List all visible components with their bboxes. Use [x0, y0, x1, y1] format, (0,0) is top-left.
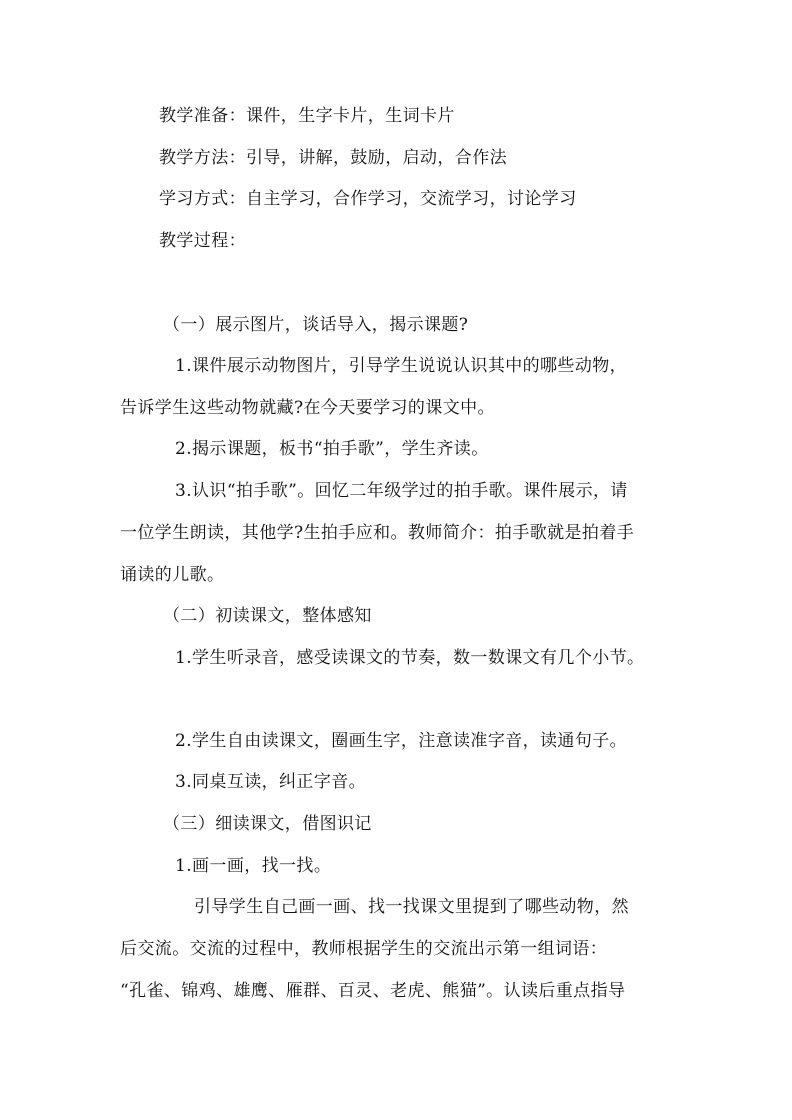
- text-line-step-2-2: 2.学生自由读课文，圈画生字，注意读准字音，读通句子。: [175, 731, 628, 751]
- text-line-process-heading: 教学过程：: [159, 231, 246, 251]
- section-heading-3: （三）细读课文，借图识记: [163, 814, 372, 834]
- text-line-prep: 教学准备：课件，生字卡片，生词卡片: [159, 106, 455, 126]
- text-line-step-2-1: 1.学生听录音，感受读课文的节奏，数一数课文有几个小节。: [175, 648, 645, 668]
- text-line-step-1-3c: 诵读的儿歌。: [120, 565, 225, 585]
- text-line-step-2-3: 3.同桌互读，纠正字音。: [175, 772, 367, 792]
- text-line-step-3-1c: “孔雀、锦鸡、雄鹰、雁群、百灵、老虎、熊猫”。认读后重点指导: [120, 981, 626, 1001]
- text-line-step-1-1b: 告诉学生这些动物就藏?在今天要学习的课文中。: [120, 398, 495, 418]
- section-heading-1: （一）展示图片，谈话导入，揭示课题?: [163, 315, 469, 335]
- text-line-step-3-1a: 引导学生自己画一画、找一找课文里提到了哪些动物，然: [194, 897, 629, 917]
- text-line-step-1-3a: 3.认识“拍手歌”。回忆二年级学过的拍手歌。课件展示，请: [175, 481, 628, 501]
- text-line-step-3-1: 1.画一画，找一找。: [175, 856, 332, 876]
- text-line-step-1-3b: 一位学生朗读，其他学?生拍手应和。教师简介：拍手歌就是拍着手: [120, 523, 635, 543]
- text-line-method: 教学方法：引导，讲解，鼓励，启动，合作法: [159, 148, 507, 168]
- section-heading-2: （二）初读课文，整体感知: [163, 606, 372, 626]
- text-line-step-1-2: 2.揭示课题，板书“拍手歌”，学生齐读。: [175, 439, 489, 459]
- text-line-step-1-1a: 1.课件展示动物图片，引导学生说说认识其中的哪些动物，: [175, 356, 628, 376]
- text-line-step-3-1b: 后交流。交流的过程中，教师根据学生的交流出示第一组词语：: [120, 939, 608, 959]
- text-line-learning-mode: 学习方式：自主学习，合作学习，交流学习，讨论学习: [159, 189, 577, 209]
